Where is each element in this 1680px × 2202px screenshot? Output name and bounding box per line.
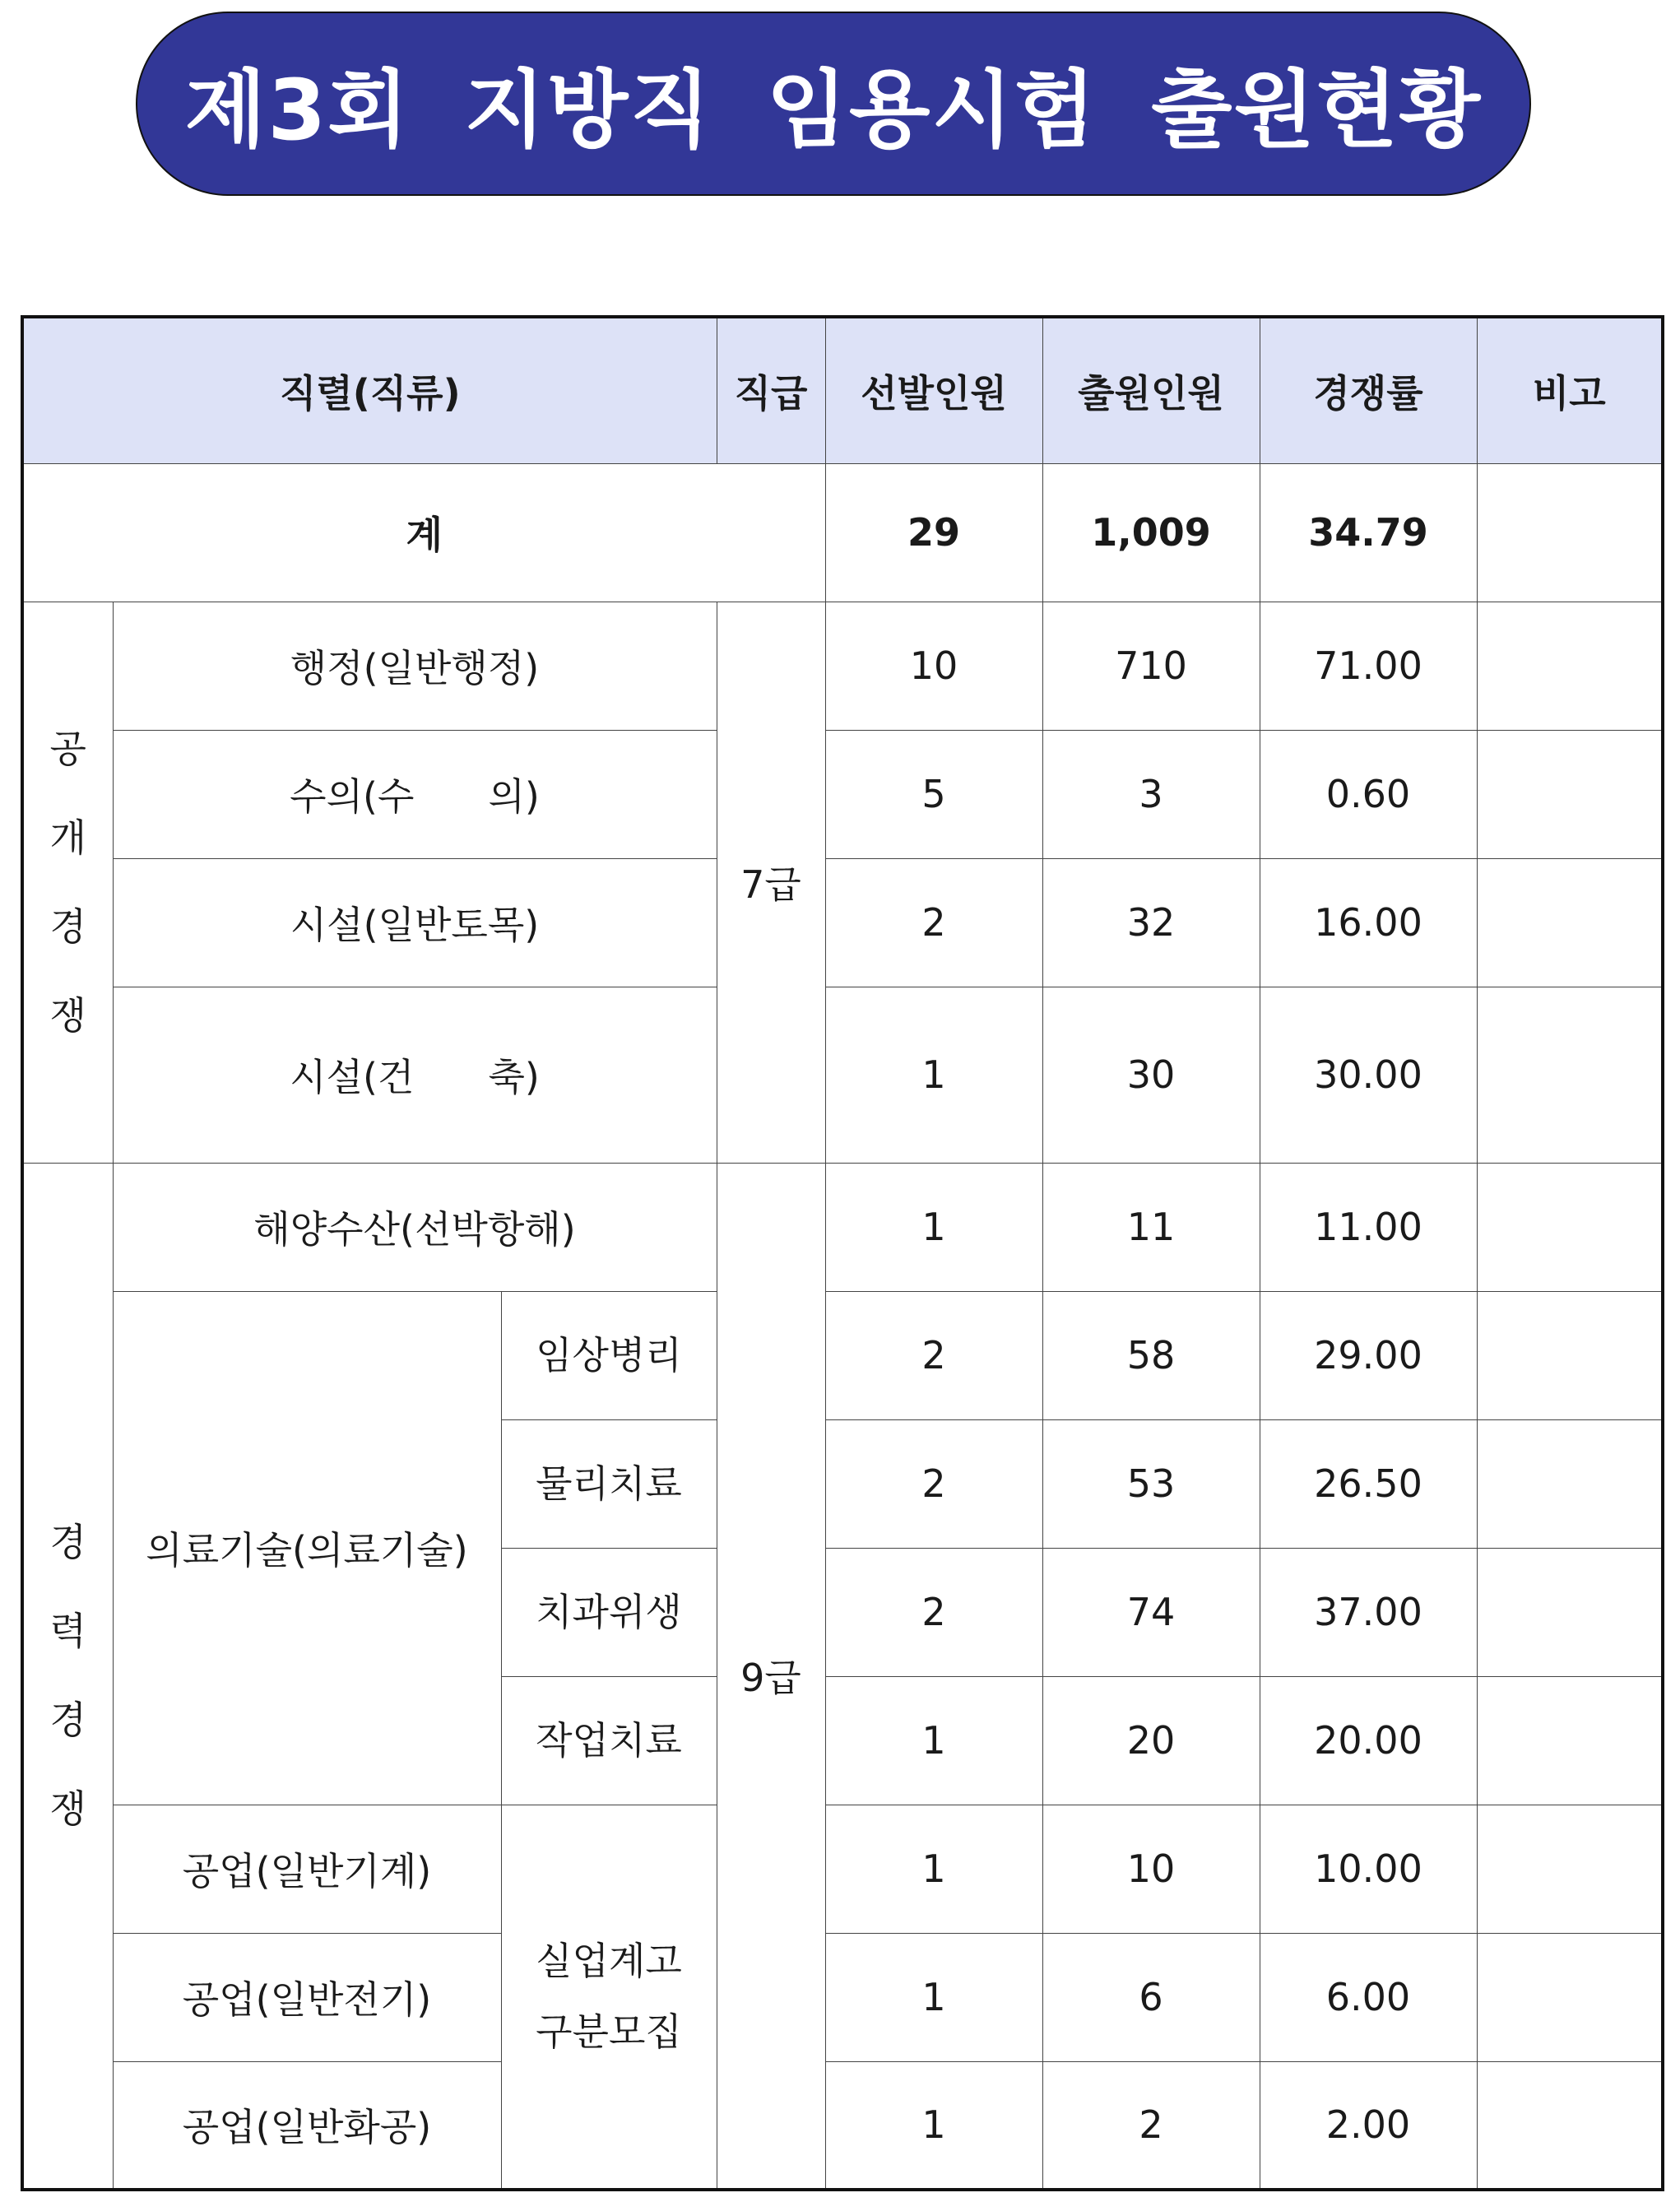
header-selected: 선발인원	[825, 317, 1042, 463]
position-name: 의료기술(의료기술)	[113, 1291, 501, 1805]
selected-cell: 2	[825, 1419, 1042, 1548]
selected-cell: 10	[825, 602, 1042, 730]
selected-cell: 2	[825, 1548, 1042, 1676]
table-row	[22, 1805, 1663, 1933]
position-name: 시설(일반토목)	[113, 858, 717, 987]
total-ratio: 34.79	[1260, 463, 1477, 602]
applicants-cell: 3	[1042, 730, 1260, 858]
ratio-cell: 30.00	[1260, 987, 1477, 1163]
ratio-cell: 71.00	[1260, 602, 1477, 730]
group-label-open: 공 개 경 쟁	[22, 602, 113, 1163]
note-cell	[1477, 1676, 1663, 1805]
header-note: 비고	[1477, 317, 1663, 463]
table-row	[22, 2061, 1663, 2190]
table-row	[22, 1163, 1663, 1291]
selected-cell: 1	[825, 1676, 1042, 1805]
ratio-cell: 10.00	[1260, 1805, 1477, 1933]
selected-cell: 5	[825, 730, 1042, 858]
total-label: 계	[22, 463, 825, 602]
applicants-cell: 20	[1042, 1676, 1260, 1805]
table-row	[22, 1933, 1663, 2061]
ratio-cell: 29.00	[1260, 1291, 1477, 1419]
sub-position: 물리치료	[501, 1419, 717, 1548]
applicants-cell: 53	[1042, 1419, 1260, 1548]
position-name: 행정(일반행정)	[113, 602, 717, 730]
sub-position: 실업계고 구분모집	[501, 1805, 717, 2190]
total-applicants: 1,009	[1042, 463, 1260, 602]
selected-cell: 1	[825, 1805, 1042, 1933]
selected-cell: 1	[825, 1933, 1042, 2061]
page-title: 제3회 지방직 임용시험 출원현황	[184, 62, 1483, 160]
note-cell	[1477, 602, 1663, 730]
note-cell	[1477, 1163, 1663, 1291]
sub-position: 임상병리	[501, 1291, 717, 1419]
ratio-cell: 2.00	[1260, 2061, 1477, 2190]
position-name: 공업(일반전기)	[113, 1933, 501, 2061]
selected-cell: 2	[825, 1291, 1042, 1419]
total-selected: 29	[825, 463, 1042, 602]
sub-position: 치과위생	[501, 1548, 717, 1676]
header-grade: 직급	[717, 317, 825, 463]
table-row	[22, 730, 1663, 858]
applicants-cell: 30	[1042, 987, 1260, 1163]
note-cell	[1477, 987, 1663, 1163]
table-row	[22, 602, 1663, 730]
position-name: 공업(일반화공)	[113, 2061, 501, 2190]
ratio-cell: 6.00	[1260, 1933, 1477, 2061]
sub-position: 작업치료	[501, 1676, 717, 1805]
recruitment-status-table	[21, 315, 1664, 2191]
position-name: 시설(건 축)	[113, 987, 717, 1163]
note-cell	[1477, 730, 1663, 858]
table-row	[22, 1291, 1663, 1419]
header-ratio: 경쟁률	[1260, 317, 1477, 463]
selected-cell: 1	[825, 987, 1042, 1163]
note-cell	[1477, 2061, 1663, 2190]
applicants-cell: 32	[1042, 858, 1260, 987]
grade-7: 7급	[717, 602, 825, 1163]
position-name: 해양수산(선박항해)	[113, 1163, 717, 1291]
ratio-cell: 20.00	[1260, 1676, 1477, 1805]
header-position: 직렬(직류)	[22, 317, 717, 463]
table-row	[22, 858, 1663, 987]
selected-cell: 1	[825, 1163, 1042, 1291]
ratio-cell: 16.00	[1260, 858, 1477, 987]
applicants-cell: 58	[1042, 1291, 1260, 1419]
position-name: 공업(일반기계)	[113, 1805, 501, 1933]
group-label-career: 경 력 경 쟁	[22, 1163, 113, 2190]
position-name: 수의(수 의)	[113, 730, 717, 858]
applicants-cell: 6	[1042, 1933, 1260, 2061]
applicants-cell: 10	[1042, 1805, 1260, 1933]
ratio-cell: 26.50	[1260, 1419, 1477, 1548]
ratio-cell: 0.60	[1260, 730, 1477, 858]
title-banner	[136, 12, 1531, 196]
note-cell	[1477, 1548, 1663, 1676]
note-cell	[1477, 858, 1663, 987]
note-cell	[1477, 1933, 1663, 2061]
selected-cell: 2	[825, 858, 1042, 987]
applicants-cell: 710	[1042, 602, 1260, 730]
selected-cell: 1	[825, 2061, 1042, 2190]
header-applicants: 출원인원	[1042, 317, 1260, 463]
applicants-cell: 2	[1042, 2061, 1260, 2190]
total-note	[1477, 463, 1663, 602]
total-row	[22, 463, 1663, 602]
grade-9: 9급	[717, 1163, 825, 2190]
applicants-cell: 11	[1042, 1163, 1260, 1291]
note-cell	[1477, 1419, 1663, 1548]
ratio-cell: 37.00	[1260, 1548, 1477, 1676]
ratio-cell: 11.00	[1260, 1163, 1477, 1291]
header-row	[22, 317, 1663, 463]
applicants-cell: 74	[1042, 1548, 1260, 1676]
table-row	[22, 987, 1663, 1163]
note-cell	[1477, 1805, 1663, 1933]
note-cell	[1477, 1291, 1663, 1419]
